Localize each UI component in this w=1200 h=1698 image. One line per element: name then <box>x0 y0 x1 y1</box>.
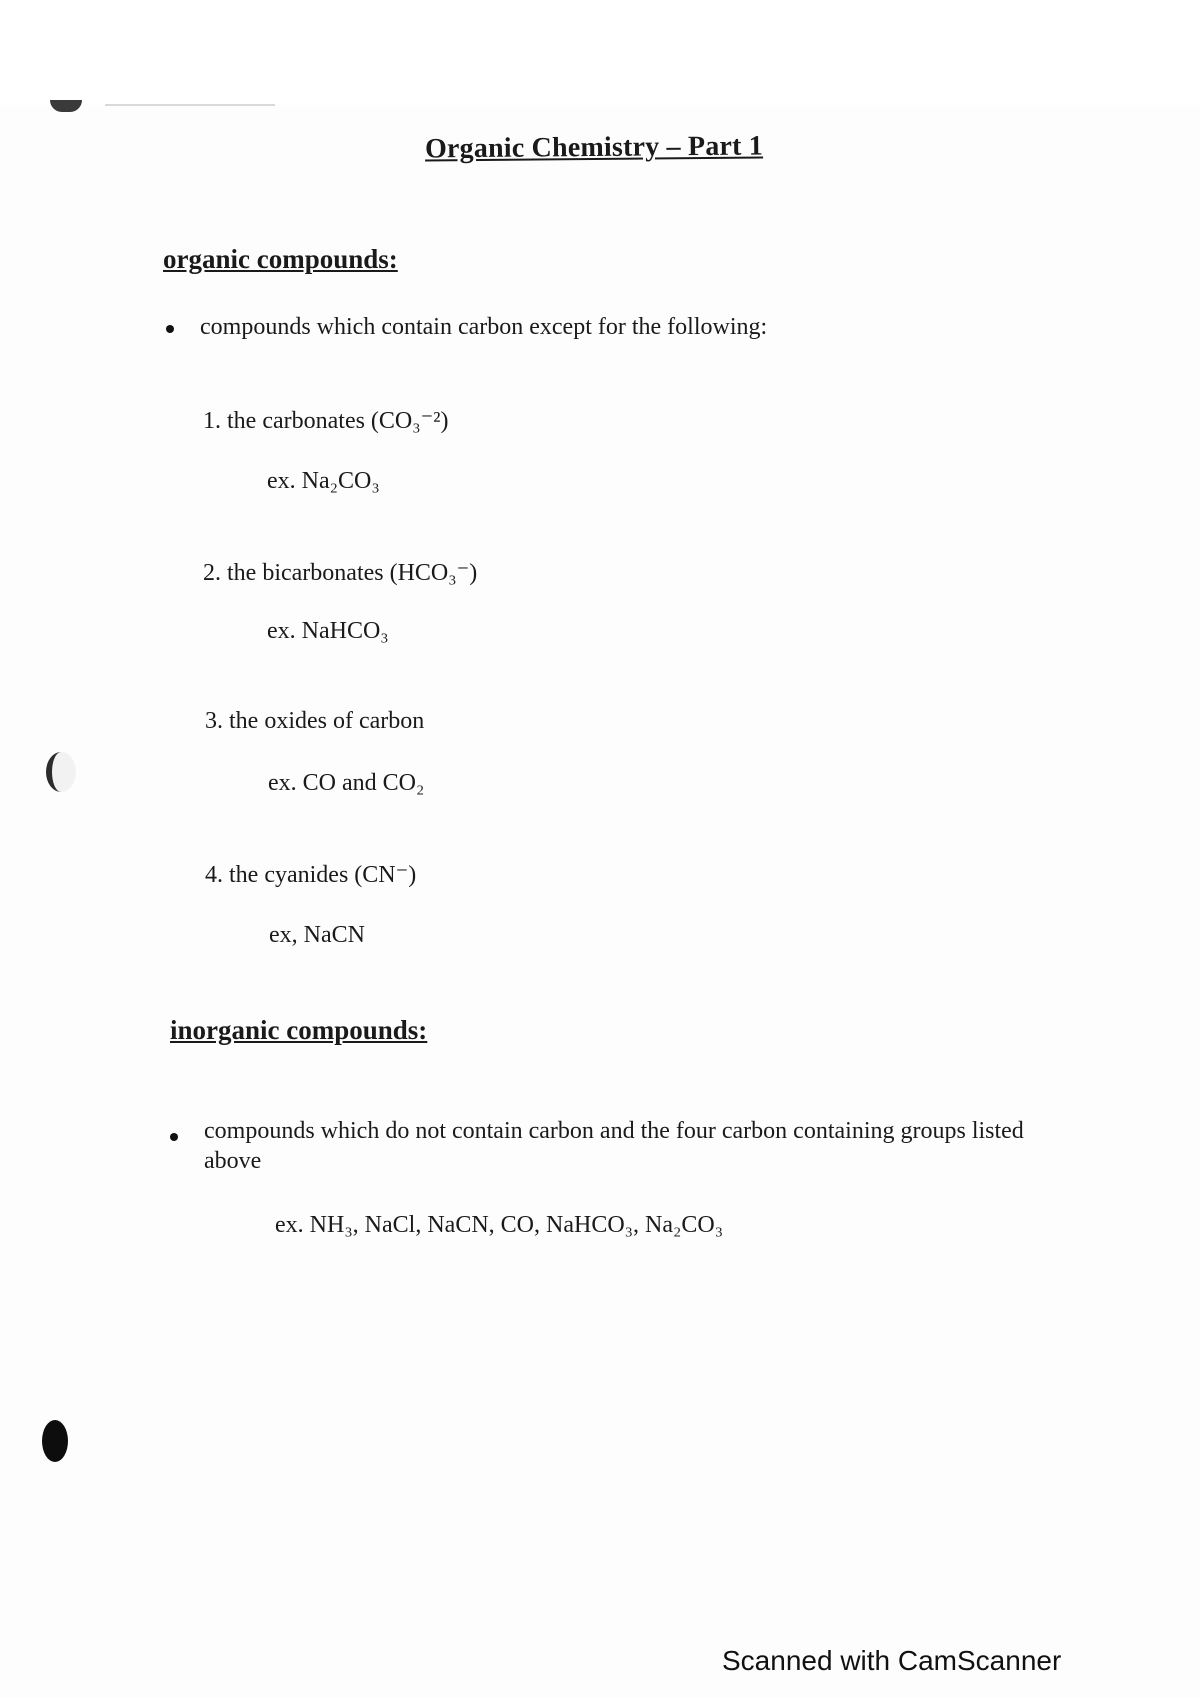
bullet-dot-icon <box>166 325 174 333</box>
exception-item-bicarbonates: 2. the bicarbonates (HCO₃⁻) <box>203 560 478 586</box>
exception-item-oxides: 3. the oxides of carbon <box>205 708 425 734</box>
camscanner-watermark: Scanned with CamScanner <box>722 1645 1062 1676</box>
inorganic-compounds-heading: inorganic compounds: <box>170 1015 428 1045</box>
exception-example-carbonates: ex. Na₂CO₃ <box>267 468 380 494</box>
scan-top-band <box>0 0 1200 105</box>
bullet-dot-icon <box>170 1133 178 1141</box>
exception-example-cyanides: ex, NaCN <box>269 922 365 948</box>
punch-hole-bottom <box>42 1420 68 1462</box>
inorganic-definition: compounds which do not contain carbon and the four carbon containing groups listed above <box>204 1118 1024 1174</box>
punch-hole-top <box>50 100 82 112</box>
organic-compounds-heading: organic compounds: <box>163 244 398 274</box>
page-title: Organic Chemistry – Part 1 <box>424 130 764 165</box>
exception-example-oxides: ex. CO and CO₂ <box>268 770 425 796</box>
punch-hole-middle <box>46 752 76 792</box>
organic-definition: compounds which contain carbon except for the following: <box>200 314 768 340</box>
exception-example-bicarbonates: ex. NaHCO₃ <box>267 618 389 644</box>
inorganic-example: ex. NH₃, NaCl, NaCN, CO, NaHCO₃, Na₂CO₃ <box>275 1212 724 1238</box>
exception-item-cyanides: 4. the cyanides (CN⁻) <box>205 862 417 888</box>
exception-item-carbonates: 1. the carbonates (CO₃⁻²) <box>203 408 449 434</box>
scan-edge-line <box>105 104 275 106</box>
